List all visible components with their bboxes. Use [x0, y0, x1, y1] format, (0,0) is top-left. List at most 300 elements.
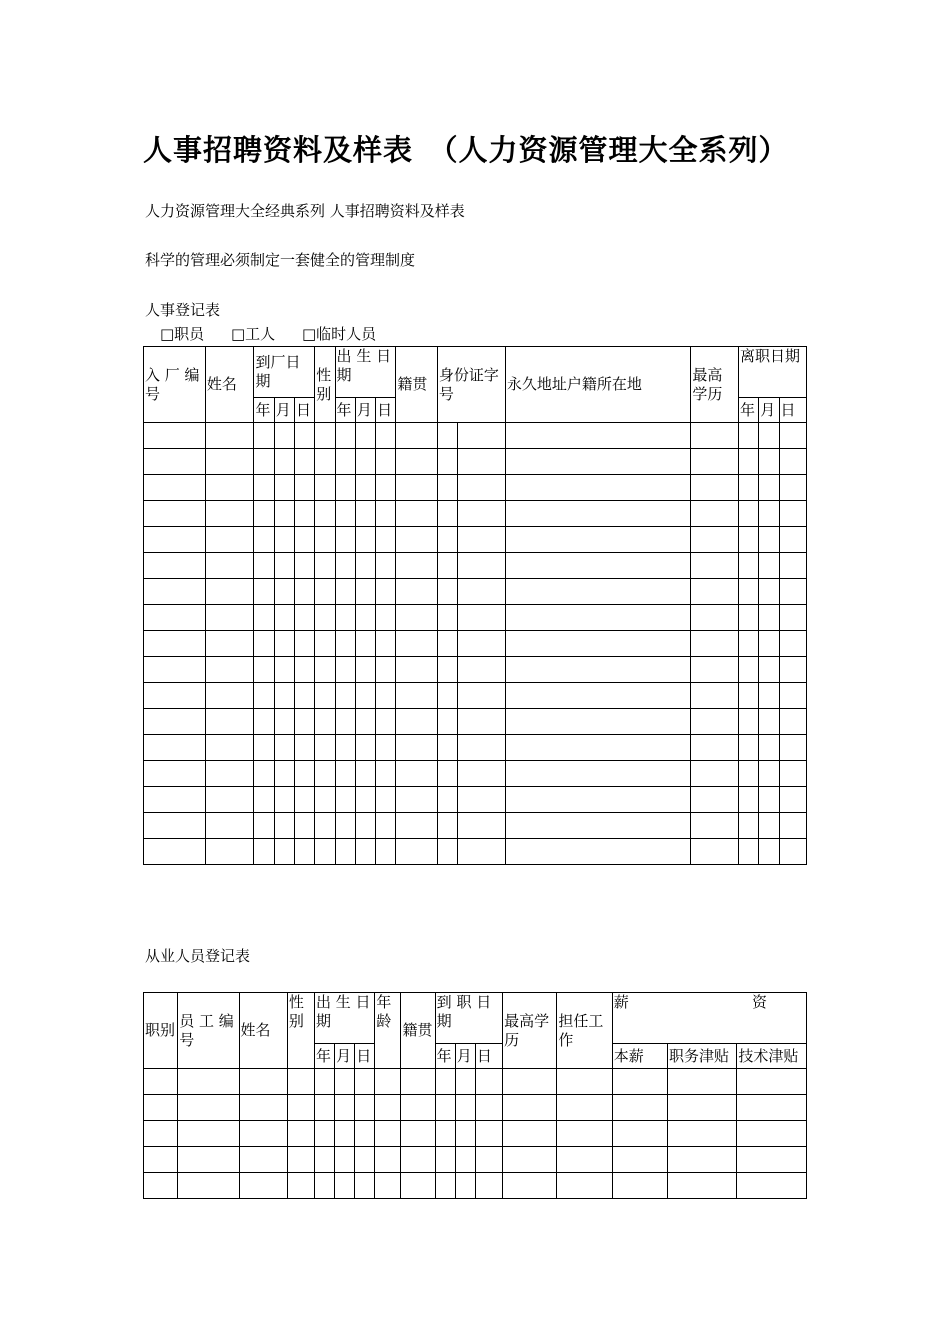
personnel-blank-cell[interactable] [458, 605, 506, 631]
personnel-blank-cell[interactable] [254, 683, 274, 709]
personnel-blank-cell[interactable] [205, 527, 254, 553]
employee-blank-cell[interactable] [314, 1173, 334, 1199]
personnel-blank-cell[interactable] [396, 501, 438, 527]
personnel-blank-cell[interactable] [437, 605, 457, 631]
personnel-blank-cell[interactable] [335, 605, 355, 631]
personnel-blank-cell[interactable] [274, 787, 294, 813]
personnel-blank-cell[interactable] [355, 657, 375, 683]
personnel-blank-cell[interactable] [274, 527, 294, 553]
personnel-blank-cell[interactable] [759, 423, 779, 449]
personnel-blank-cell[interactable] [355, 553, 375, 579]
personnel-blank-cell[interactable] [376, 423, 396, 449]
personnel-blank-cell[interactable] [505, 605, 690, 631]
personnel-blank-cell[interactable] [396, 527, 438, 553]
personnel-blank-cell[interactable] [144, 553, 206, 579]
personnel-blank-cell[interactable] [315, 449, 335, 475]
personnel-blank-cell[interactable] [315, 553, 335, 579]
personnel-blank-cell[interactable] [437, 657, 457, 683]
personnel-blank-cell[interactable] [458, 423, 506, 449]
personnel-blank-cell[interactable] [295, 423, 315, 449]
personnel-blank-cell[interactable] [458, 709, 506, 735]
personnel-blank-cell[interactable] [205, 735, 254, 761]
personnel-blank-cell[interactable] [458, 501, 506, 527]
employee-blank-cell[interactable] [375, 1121, 401, 1147]
personnel-blank-cell[interactable] [759, 787, 779, 813]
personnel-blank-cell[interactable] [396, 761, 438, 787]
personnel-blank-cell[interactable] [779, 813, 807, 839]
personnel-blank-cell[interactable] [738, 423, 758, 449]
personnel-blank-cell[interactable] [335, 475, 355, 501]
personnel-blank-cell[interactable] [691, 527, 739, 553]
personnel-blank-cell[interactable] [376, 735, 396, 761]
personnel-blank-cell[interactable] [335, 657, 355, 683]
personnel-blank-cell[interactable] [779, 787, 807, 813]
employee-blank-cell[interactable] [668, 1069, 737, 1095]
employee-blank-cell[interactable] [668, 1121, 737, 1147]
personnel-blank-cell[interactable] [437, 501, 457, 527]
personnel-blank-cell[interactable] [505, 527, 690, 553]
personnel-blank-cell[interactable] [759, 761, 779, 787]
personnel-blank-cell[interactable] [458, 813, 506, 839]
personnel-blank-cell[interactable] [437, 683, 457, 709]
personnel-blank-cell[interactable] [355, 839, 375, 865]
personnel-blank-cell[interactable] [274, 605, 294, 631]
employee-blank-cell[interactable] [287, 1121, 314, 1147]
employee-blank-cell[interactable] [314, 1147, 334, 1173]
personnel-blank-cell[interactable] [355, 501, 375, 527]
personnel-blank-cell[interactable] [205, 787, 254, 813]
employee-blank-cell[interactable] [401, 1069, 435, 1095]
personnel-blank-cell[interactable] [355, 761, 375, 787]
personnel-blank-cell[interactable] [779, 605, 807, 631]
personnel-blank-cell[interactable] [376, 605, 396, 631]
personnel-blank-cell[interactable] [759, 631, 779, 657]
personnel-blank-cell[interactable] [759, 735, 779, 761]
personnel-blank-cell[interactable] [458, 839, 506, 865]
personnel-blank-cell[interactable] [437, 709, 457, 735]
personnel-blank-cell[interactable] [274, 761, 294, 787]
personnel-blank-cell[interactable] [396, 605, 438, 631]
personnel-blank-cell[interactable] [779, 631, 807, 657]
personnel-blank-cell[interactable] [335, 761, 355, 787]
employee-blank-cell[interactable] [612, 1121, 667, 1147]
employee-blank-cell[interactable] [178, 1121, 239, 1147]
personnel-blank-cell[interactable] [738, 449, 758, 475]
personnel-blank-cell[interactable] [295, 657, 315, 683]
employee-blank-cell[interactable] [239, 1147, 287, 1173]
employee-blank-cell[interactable] [737, 1173, 807, 1199]
employee-blank-cell[interactable] [455, 1147, 475, 1173]
personnel-blank-cell[interactable] [458, 761, 506, 787]
personnel-blank-cell[interactable] [335, 709, 355, 735]
personnel-blank-cell[interactable] [274, 709, 294, 735]
employee-blank-cell[interactable] [668, 1147, 737, 1173]
employee-blank-cell[interactable] [335, 1147, 355, 1173]
employee-blank-cell[interactable] [375, 1147, 401, 1173]
personnel-blank-cell[interactable] [205, 631, 254, 657]
personnel-blank-cell[interactable] [355, 605, 375, 631]
employee-blank-cell[interactable] [355, 1095, 375, 1121]
personnel-blank-cell[interactable] [779, 839, 807, 865]
personnel-blank-cell[interactable] [315, 475, 335, 501]
personnel-blank-cell[interactable] [505, 709, 690, 735]
employee-blank-cell[interactable] [239, 1095, 287, 1121]
employee-blank-cell[interactable] [503, 1147, 557, 1173]
employee-blank-cell[interactable] [455, 1173, 475, 1199]
personnel-blank-cell[interactable] [376, 553, 396, 579]
personnel-blank-cell[interactable] [274, 579, 294, 605]
employee-blank-cell[interactable] [335, 1095, 355, 1121]
personnel-blank-cell[interactable] [458, 683, 506, 709]
personnel-blank-cell[interactable] [335, 839, 355, 865]
personnel-blank-cell[interactable] [274, 657, 294, 683]
personnel-blank-cell[interactable] [335, 683, 355, 709]
personnel-blank-cell[interactable] [355, 527, 375, 553]
personnel-blank-cell[interactable] [505, 761, 690, 787]
personnel-blank-cell[interactable] [738, 475, 758, 501]
employee-blank-cell[interactable] [239, 1121, 287, 1147]
personnel-blank-cell[interactable] [505, 813, 690, 839]
employee-blank-cell[interactable] [557, 1095, 612, 1121]
personnel-blank-cell[interactable] [254, 423, 274, 449]
employee-blank-cell[interactable] [455, 1069, 475, 1095]
employee-blank-cell[interactable] [335, 1069, 355, 1095]
employee-blank-cell[interactable] [375, 1173, 401, 1199]
employee-blank-cell[interactable] [401, 1147, 435, 1173]
personnel-blank-cell[interactable] [458, 527, 506, 553]
employee-blank-cell[interactable] [475, 1069, 502, 1095]
personnel-blank-cell[interactable] [376, 501, 396, 527]
personnel-blank-cell[interactable] [691, 475, 739, 501]
personnel-blank-cell[interactable] [691, 423, 739, 449]
personnel-blank-cell[interactable] [396, 423, 438, 449]
personnel-blank-cell[interactable] [505, 735, 690, 761]
personnel-blank-cell[interactable] [254, 631, 274, 657]
personnel-blank-cell[interactable] [295, 787, 315, 813]
personnel-blank-cell[interactable] [254, 839, 274, 865]
personnel-blank-cell[interactable] [437, 475, 457, 501]
personnel-blank-cell[interactable] [335, 449, 355, 475]
personnel-blank-cell[interactable] [691, 579, 739, 605]
personnel-blank-cell[interactable] [205, 657, 254, 683]
personnel-blank-cell[interactable] [274, 553, 294, 579]
personnel-blank-cell[interactable] [691, 449, 739, 475]
employee-blank-cell[interactable] [455, 1095, 475, 1121]
personnel-blank-cell[interactable] [376, 527, 396, 553]
personnel-blank-cell[interactable] [254, 735, 274, 761]
personnel-blank-cell[interactable] [376, 579, 396, 605]
personnel-blank-cell[interactable] [144, 839, 206, 865]
personnel-blank-cell[interactable] [315, 761, 335, 787]
personnel-blank-cell[interactable] [315, 813, 335, 839]
personnel-blank-cell[interactable] [396, 709, 438, 735]
personnel-blank-cell[interactable] [355, 423, 375, 449]
personnel-blank-cell[interactable] [505, 657, 690, 683]
personnel-blank-cell[interactable] [759, 657, 779, 683]
employee-blank-cell[interactable] [612, 1147, 667, 1173]
personnel-blank-cell[interactable] [254, 475, 274, 501]
personnel-blank-cell[interactable] [376, 709, 396, 735]
personnel-blank-cell[interactable] [254, 761, 274, 787]
personnel-blank-cell[interactable] [254, 527, 274, 553]
personnel-blank-cell[interactable] [691, 709, 739, 735]
personnel-blank-cell[interactable] [779, 475, 807, 501]
employee-blank-cell[interactable] [355, 1069, 375, 1095]
personnel-blank-cell[interactable] [376, 683, 396, 709]
personnel-blank-cell[interactable] [505, 631, 690, 657]
personnel-blank-cell[interactable] [355, 735, 375, 761]
personnel-blank-cell[interactable] [205, 683, 254, 709]
employee-blank-cell[interactable] [144, 1173, 178, 1199]
employee-blank-cell[interactable] [435, 1095, 455, 1121]
personnel-blank-cell[interactable] [779, 449, 807, 475]
personnel-blank-cell[interactable] [779, 553, 807, 579]
personnel-blank-cell[interactable] [315, 787, 335, 813]
personnel-blank-cell[interactable] [144, 475, 206, 501]
personnel-blank-cell[interactable] [315, 683, 335, 709]
personnel-blank-cell[interactable] [376, 475, 396, 501]
employee-blank-cell[interactable] [355, 1147, 375, 1173]
checkbox-staff[interactable]: □职员 [160, 325, 205, 343]
personnel-blank-cell[interactable] [295, 475, 315, 501]
personnel-blank-cell[interactable] [505, 501, 690, 527]
personnel-blank-cell[interactable] [335, 501, 355, 527]
personnel-blank-cell[interactable] [274, 683, 294, 709]
personnel-blank-cell[interactable] [396, 683, 438, 709]
personnel-blank-cell[interactable] [144, 501, 206, 527]
personnel-blank-cell[interactable] [144, 605, 206, 631]
personnel-blank-cell[interactable] [355, 449, 375, 475]
personnel-blank-cell[interactable] [691, 553, 739, 579]
employee-blank-cell[interactable] [737, 1147, 807, 1173]
personnel-blank-cell[interactable] [759, 579, 779, 605]
employee-blank-cell[interactable] [612, 1069, 667, 1095]
personnel-blank-cell[interactable] [779, 579, 807, 605]
personnel-blank-cell[interactable] [205, 475, 254, 501]
employee-blank-cell[interactable] [178, 1069, 239, 1095]
employee-blank-cell[interactable] [355, 1121, 375, 1147]
employee-blank-cell[interactable] [435, 1147, 455, 1173]
personnel-blank-cell[interactable] [254, 787, 274, 813]
employee-blank-cell[interactable] [314, 1069, 334, 1095]
personnel-blank-cell[interactable] [355, 813, 375, 839]
personnel-blank-cell[interactable] [376, 631, 396, 657]
personnel-blank-cell[interactable] [335, 787, 355, 813]
personnel-blank-cell[interactable] [205, 709, 254, 735]
personnel-blank-cell[interactable] [144, 735, 206, 761]
personnel-blank-cell[interactable] [437, 449, 457, 475]
personnel-blank-cell[interactable] [779, 657, 807, 683]
personnel-blank-cell[interactable] [274, 449, 294, 475]
personnel-blank-cell[interactable] [205, 605, 254, 631]
personnel-blank-cell[interactable] [759, 475, 779, 501]
personnel-blank-cell[interactable] [335, 423, 355, 449]
personnel-blank-cell[interactable] [738, 683, 758, 709]
employee-blank-cell[interactable] [335, 1173, 355, 1199]
personnel-blank-cell[interactable] [779, 761, 807, 787]
personnel-blank-cell[interactable] [355, 631, 375, 657]
personnel-blank-cell[interactable] [759, 527, 779, 553]
personnel-blank-cell[interactable] [376, 787, 396, 813]
personnel-blank-cell[interactable] [144, 423, 206, 449]
employee-blank-cell[interactable] [401, 1173, 435, 1199]
employee-blank-cell[interactable] [239, 1173, 287, 1199]
employee-blank-cell[interactable] [401, 1095, 435, 1121]
employee-blank-cell[interactable] [435, 1121, 455, 1147]
employee-blank-cell[interactable] [178, 1173, 239, 1199]
personnel-blank-cell[interactable] [779, 735, 807, 761]
personnel-blank-cell[interactable] [437, 787, 457, 813]
personnel-blank-cell[interactable] [144, 709, 206, 735]
personnel-blank-cell[interactable] [376, 449, 396, 475]
personnel-blank-cell[interactable] [779, 683, 807, 709]
personnel-blank-cell[interactable] [396, 631, 438, 657]
personnel-blank-cell[interactable] [295, 735, 315, 761]
employee-blank-cell[interactable] [557, 1121, 612, 1147]
personnel-blank-cell[interactable] [738, 735, 758, 761]
employee-blank-cell[interactable] [314, 1095, 334, 1121]
personnel-blank-cell[interactable] [376, 839, 396, 865]
personnel-blank-cell[interactable] [144, 449, 206, 475]
personnel-blank-cell[interactable] [335, 631, 355, 657]
personnel-blank-cell[interactable] [295, 553, 315, 579]
personnel-blank-cell[interactable] [691, 839, 739, 865]
checkbox-temporary[interactable]: □临时人员 [301, 325, 377, 343]
personnel-blank-cell[interactable] [355, 579, 375, 605]
employee-blank-cell[interactable] [144, 1147, 178, 1173]
personnel-blank-cell[interactable] [205, 423, 254, 449]
personnel-blank-cell[interactable] [295, 605, 315, 631]
personnel-blank-cell[interactable] [691, 683, 739, 709]
personnel-blank-cell[interactable] [505, 839, 690, 865]
personnel-blank-cell[interactable] [759, 501, 779, 527]
personnel-blank-cell[interactable] [437, 423, 457, 449]
personnel-blank-cell[interactable] [274, 501, 294, 527]
personnel-blank-cell[interactable] [254, 579, 274, 605]
personnel-blank-cell[interactable] [759, 605, 779, 631]
personnel-blank-cell[interactable] [376, 813, 396, 839]
personnel-blank-cell[interactable] [295, 813, 315, 839]
personnel-blank-cell[interactable] [254, 657, 274, 683]
employee-blank-cell[interactable] [401, 1121, 435, 1147]
employee-blank-cell[interactable] [475, 1173, 502, 1199]
employee-blank-cell[interactable] [144, 1095, 178, 1121]
personnel-blank-cell[interactable] [144, 683, 206, 709]
personnel-blank-cell[interactable] [458, 579, 506, 605]
employee-blank-cell[interactable] [475, 1147, 502, 1173]
personnel-blank-cell[interactable] [376, 761, 396, 787]
personnel-blank-cell[interactable] [505, 683, 690, 709]
personnel-blank-cell[interactable] [738, 631, 758, 657]
personnel-blank-cell[interactable] [295, 761, 315, 787]
personnel-blank-cell[interactable] [691, 501, 739, 527]
employee-blank-cell[interactable] [612, 1173, 667, 1199]
employee-blank-cell[interactable] [503, 1173, 557, 1199]
employee-blank-cell[interactable] [612, 1095, 667, 1121]
personnel-blank-cell[interactable] [274, 735, 294, 761]
personnel-blank-cell[interactable] [505, 579, 690, 605]
checkbox-worker[interactable]: □工人 [230, 325, 276, 343]
personnel-blank-cell[interactable] [759, 449, 779, 475]
personnel-blank-cell[interactable] [295, 527, 315, 553]
employee-blank-cell[interactable] [668, 1173, 737, 1199]
personnel-blank-cell[interactable] [144, 657, 206, 683]
personnel-blank-cell[interactable] [355, 709, 375, 735]
personnel-blank-cell[interactable] [205, 501, 254, 527]
employee-blank-cell[interactable] [435, 1173, 455, 1199]
personnel-blank-cell[interactable] [396, 787, 438, 813]
personnel-blank-cell[interactable] [738, 813, 758, 839]
personnel-blank-cell[interactable] [205, 813, 254, 839]
personnel-blank-cell[interactable] [458, 631, 506, 657]
personnel-blank-cell[interactable] [254, 501, 274, 527]
personnel-blank-cell[interactable] [458, 735, 506, 761]
personnel-blank-cell[interactable] [144, 527, 206, 553]
employee-blank-cell[interactable] [503, 1095, 557, 1121]
personnel-blank-cell[interactable] [396, 449, 438, 475]
personnel-blank-cell[interactable] [295, 709, 315, 735]
personnel-blank-cell[interactable] [205, 579, 254, 605]
personnel-blank-cell[interactable] [458, 553, 506, 579]
personnel-blank-cell[interactable] [437, 579, 457, 605]
employee-blank-cell[interactable] [455, 1121, 475, 1147]
personnel-blank-cell[interactable] [437, 735, 457, 761]
personnel-blank-cell[interactable] [505, 423, 690, 449]
personnel-blank-cell[interactable] [458, 475, 506, 501]
personnel-blank-cell[interactable] [254, 813, 274, 839]
personnel-blank-cell[interactable] [437, 813, 457, 839]
employee-blank-cell[interactable] [287, 1095, 314, 1121]
personnel-blank-cell[interactable] [437, 839, 457, 865]
personnel-blank-cell[interactable] [779, 527, 807, 553]
personnel-blank-cell[interactable] [315, 579, 335, 605]
employee-blank-cell[interactable] [503, 1121, 557, 1147]
employee-blank-cell[interactable] [435, 1069, 455, 1095]
personnel-blank-cell[interactable] [144, 761, 206, 787]
personnel-blank-cell[interactable] [396, 657, 438, 683]
personnel-blank-cell[interactable] [335, 553, 355, 579]
personnel-blank-cell[interactable] [396, 475, 438, 501]
employee-blank-cell[interactable] [557, 1069, 612, 1095]
employee-blank-cell[interactable] [287, 1069, 314, 1095]
personnel-blank-cell[interactable] [315, 657, 335, 683]
employee-blank-cell[interactable] [239, 1069, 287, 1095]
personnel-blank-cell[interactable] [295, 579, 315, 605]
personnel-blank-cell[interactable] [144, 631, 206, 657]
personnel-blank-cell[interactable] [437, 761, 457, 787]
personnel-blank-cell[interactable] [254, 553, 274, 579]
personnel-blank-cell[interactable] [437, 553, 457, 579]
personnel-blank-cell[interactable] [505, 553, 690, 579]
personnel-blank-cell[interactable] [295, 631, 315, 657]
employee-blank-cell[interactable] [178, 1147, 239, 1173]
employee-blank-cell[interactable] [287, 1173, 314, 1199]
personnel-blank-cell[interactable] [355, 683, 375, 709]
employee-blank-cell[interactable] [668, 1095, 737, 1121]
personnel-blank-cell[interactable] [738, 839, 758, 865]
personnel-blank-cell[interactable] [335, 735, 355, 761]
personnel-blank-cell[interactable] [738, 605, 758, 631]
personnel-blank-cell[interactable] [315, 423, 335, 449]
employee-blank-cell[interactable] [475, 1095, 502, 1121]
personnel-blank-cell[interactable] [295, 501, 315, 527]
personnel-blank-cell[interactable] [335, 813, 355, 839]
personnel-blank-cell[interactable] [376, 657, 396, 683]
personnel-blank-cell[interactable] [458, 449, 506, 475]
personnel-blank-cell[interactable] [691, 787, 739, 813]
personnel-blank-cell[interactable] [779, 709, 807, 735]
personnel-blank-cell[interactable] [205, 839, 254, 865]
